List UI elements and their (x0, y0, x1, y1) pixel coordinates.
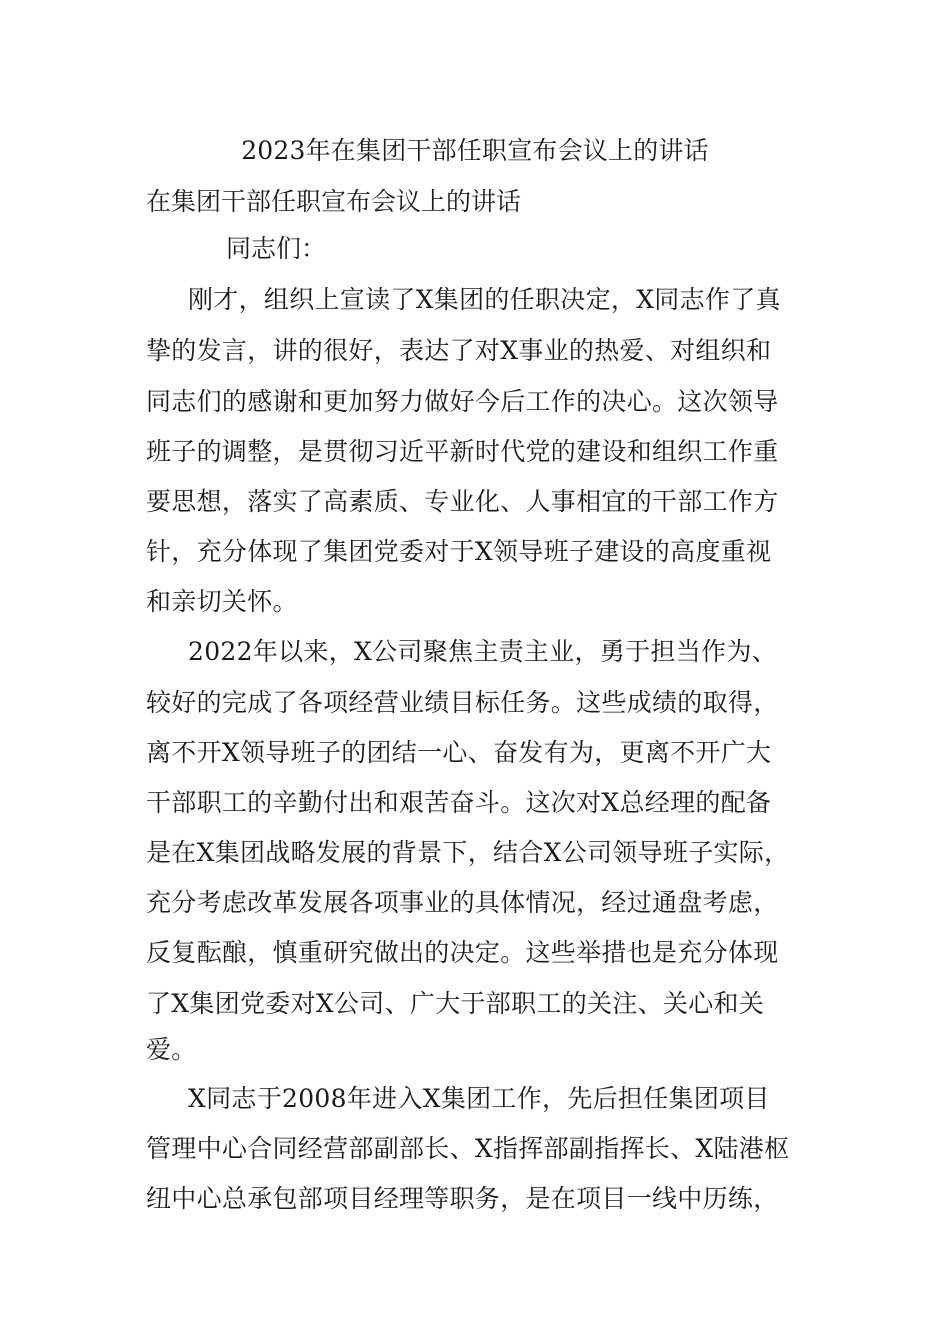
salutation: 同志们： (226, 234, 327, 263)
paragraph-line: 充分考虑改革发展各项事业的具体情况，经过通盘考虑， (146, 888, 779, 917)
paragraph-line: 班子的调整，是贯彻习近平新时代党的建设和组织工作重 (146, 437, 779, 466)
paragraph-line: 同志们的感谢和更加努力做好今后工作的决心。这次领导 (146, 387, 779, 416)
paragraph-line: 要思想，落实了高素质、专业化、人事相宜的干部工作方 (146, 487, 779, 516)
paragraph-line: 爱。 (146, 1035, 197, 1064)
paragraph-line: 管理中心合同经营部副部长、X指挥部副指挥长、X陆港枢 (146, 1134, 790, 1163)
document-subtitle: 在集团干部任职宣布会议上的讲话 (146, 187, 522, 216)
paragraph-line: 较好的完成了各项经营业绩目标任务。这些成绩的取得， (146, 688, 779, 717)
paragraph-line: 刚才，组织上宣读了X集团的任职决定，X同志作了真 (188, 285, 781, 314)
paragraph-line: 纽中心总承包部项目经理等职务，是在项目一线中历练， (146, 1184, 779, 1213)
paragraph-line: 和亲切关怀。 (146, 587, 298, 616)
paragraph-line: 反复酝酿，慎重研究做出的决定。这些举措也是充分体现 (146, 938, 779, 967)
paragraph-line: 针，充分体现了集团党委对于X领导班子建设的高度重视 (146, 537, 772, 566)
paragraph-line: X同志于2008年进入X集团工作，先后担任集团项目 (188, 1084, 770, 1113)
paragraph-line: 挚的发言，讲的很好，表达了对X事业的热爱、对组织和 (146, 336, 772, 365)
document-title: 2023年在集团干部任职宣布会议上的讲话 (241, 136, 709, 165)
paragraph-line: 离不开X领导班子的团结一心、奋发有为，更离不开广大 (146, 738, 772, 767)
paragraph-line: 2022年以来，X公司聚焦主责主业，勇于担当作为、 (188, 637, 777, 666)
paragraph-line: 干部职工的辛勤付出和艰苦奋斗。这次对X总经理的配备 (146, 788, 772, 817)
paragraph-line: 了X集团党委对X公司、广大于部职工的关注、关心和关 (146, 989, 765, 1018)
paragraph-line: 是在X集团战略发展的背景下，结合X公司领导班子实际， (146, 838, 790, 867)
